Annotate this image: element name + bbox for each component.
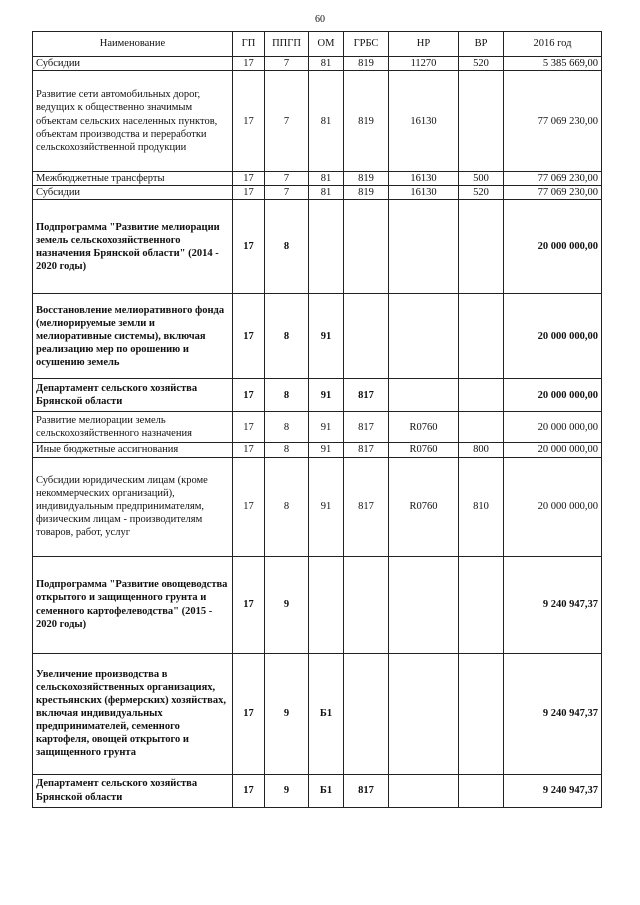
table-cell-amount: 20 000 000,00 [504, 457, 602, 556]
table-cell-ppgp: 9 [265, 774, 309, 807]
table-row [33, 412, 602, 443]
table-cell-gp: 17 [233, 774, 265, 807]
table-cell-om: 81 [309, 71, 344, 172]
table-cell-gp: 17 [233, 556, 265, 653]
table-cell-amount: 9 240 947,37 [504, 774, 602, 807]
table-row [33, 294, 602, 379]
table-cell-vr [459, 379, 504, 412]
table-cell-vr [459, 200, 504, 294]
table-cell-gp: 17 [233, 200, 265, 294]
table-cell-nr: 16130 [389, 71, 459, 172]
table-cell-om: 91 [309, 412, 344, 443]
table-cell-name: Подпрограмма "Развитие мелиорации земель сельскохозяйственного назначения Брянской области" (2014 - 2020 годы) [33, 200, 233, 294]
table-cell-ppgp: 8 [265, 200, 309, 294]
table-cell-om: 91 [309, 379, 344, 412]
table-cell-amount: 20 000 000,00 [504, 443, 602, 457]
table-cell-vr [459, 71, 504, 172]
column-header: ГРБС [344, 32, 389, 57]
table-cell-gp: 17 [233, 653, 265, 774]
table-cell-grbs [344, 556, 389, 653]
table-cell-name: Субсидии [33, 57, 233, 71]
table-cell-om: 91 [309, 443, 344, 457]
column-header: НР [389, 32, 459, 57]
budget-table [32, 31, 602, 808]
table-cell-nr [389, 556, 459, 653]
column-header: ГП [233, 32, 265, 57]
table-cell-om: 91 [309, 457, 344, 556]
table-cell-amount: 77 069 230,00 [504, 71, 602, 172]
table-cell-nr [389, 653, 459, 774]
table-row [33, 57, 602, 71]
table-cell-gp: 17 [233, 57, 265, 71]
table-row [33, 653, 602, 774]
table-cell-vr: 520 [459, 57, 504, 71]
table-cell-vr [459, 774, 504, 807]
table-cell-ppgp: 8 [265, 443, 309, 457]
table-cell-name: Департамент сельского хозяйства Брянской области [33, 774, 233, 807]
column-header: ВР [459, 32, 504, 57]
table-cell-vr: 520 [459, 186, 504, 200]
table-row [33, 71, 602, 172]
table-cell-om [309, 556, 344, 653]
table-cell-om: Б1 [309, 774, 344, 807]
table-cell-nr: R0760 [389, 443, 459, 457]
table-cell-grbs: 817 [344, 774, 389, 807]
table-cell-vr: 500 [459, 172, 504, 186]
table-cell-vr [459, 556, 504, 653]
table-cell-gp: 17 [233, 412, 265, 443]
table-cell-ppgp: 7 [265, 57, 309, 71]
table-cell-name: Восстановление мелиоративного фонда (мелиорируемые земли и мелиоративные системы), включая реализацию мер по орошению и осушению земель [33, 294, 233, 379]
table-cell-ppgp: 8 [265, 294, 309, 379]
table-cell-name: Развитие сети автомобильных дорог, ведущих к общественно значимым объектам сельских населенных пунктов, объектам производства и переработки сельскохозяйственной продукции [33, 71, 233, 172]
table-row [33, 556, 602, 653]
table-row [33, 443, 602, 457]
table-cell-grbs: 817 [344, 412, 389, 443]
table-cell-name: Департамент сельского хозяйства Брянской области [33, 379, 233, 412]
table-cell-grbs: 819 [344, 71, 389, 172]
table-cell-ppgp: 9 [265, 653, 309, 774]
header-row [33, 32, 602, 57]
table-cell-ppgp: 7 [265, 71, 309, 172]
table-cell-name: Развитие мелиорации земель сельскохозяйственного назначения [33, 412, 233, 443]
table-cell-amount: 20 000 000,00 [504, 294, 602, 379]
table-cell-name: Межбюджетные трансферты [33, 172, 233, 186]
table-cell-gp: 17 [233, 172, 265, 186]
table-cell-nr [389, 200, 459, 294]
table-cell-ppgp: 8 [265, 379, 309, 412]
table-cell-om: 91 [309, 294, 344, 379]
table-cell-grbs: 817 [344, 443, 389, 457]
table-row [33, 200, 602, 294]
table-cell-gp: 17 [233, 443, 265, 457]
table-cell-grbs [344, 200, 389, 294]
table-cell-vr [459, 294, 504, 379]
table-cell-amount: 20 000 000,00 [504, 200, 602, 294]
column-header: 2016 год [504, 32, 602, 57]
table-cell-name: Субсидии юридическим лицам (кроме некоммерческих организаций), индивидуальным предпринимателям, физическим лицам - производителям товаров, работ, услуг [33, 457, 233, 556]
table-cell-gp: 17 [233, 457, 265, 556]
table-row [33, 172, 602, 186]
table-cell-amount: 77 069 230,00 [504, 186, 602, 200]
table-cell-grbs [344, 294, 389, 379]
table-cell-name: Увеличение производства в сельскохозяйственных организациях, крестьянских (фермерских) хозяйствах, включая индивидуальных предпринимателей, семенного картофеля, овощей открытого и защищенного грунта [33, 653, 233, 774]
table-row [33, 379, 602, 412]
table-cell-grbs: 817 [344, 457, 389, 556]
table-cell-nr [389, 774, 459, 807]
table-cell-ppgp: 8 [265, 457, 309, 556]
table-row [33, 774, 602, 807]
table-cell-nr: R0760 [389, 412, 459, 443]
table-cell-vr [459, 412, 504, 443]
table-cell-amount: 5 385 669,00 [504, 57, 602, 71]
table-cell-om: 81 [309, 57, 344, 71]
table-cell-name: Подпрограмма "Развитие овощеводства открытого и защищенного грунта и семенного картофелеводства" (2015 - 2020 годы) [33, 556, 233, 653]
table-cell-om: Б1 [309, 653, 344, 774]
table-cell-ppgp: 9 [265, 556, 309, 653]
table-cell-amount: 20 000 000,00 [504, 379, 602, 412]
table-cell-grbs: 817 [344, 379, 389, 412]
table-cell-om: 81 [309, 186, 344, 200]
table-cell-nr [389, 379, 459, 412]
table-cell-om [309, 200, 344, 294]
table-cell-grbs [344, 653, 389, 774]
table-cell-vr: 800 [459, 443, 504, 457]
table-cell-name: Иные бюджетные ассигнования [33, 443, 233, 457]
table-cell-nr: 16130 [389, 172, 459, 186]
table-cell-vr: 810 [459, 457, 504, 556]
table-row [33, 186, 602, 200]
table-cell-amount: 77 069 230,00 [504, 172, 602, 186]
table-cell-nr: 11270 [389, 57, 459, 71]
table-cell-grbs: 819 [344, 172, 389, 186]
table-cell-gp: 17 [233, 186, 265, 200]
table-cell-om: 81 [309, 172, 344, 186]
table-cell-gp: 17 [233, 71, 265, 172]
table-cell-gp: 17 [233, 294, 265, 379]
table-cell-gp: 17 [233, 379, 265, 412]
column-header: Наименование [33, 32, 233, 57]
table-cell-amount: 20 000 000,00 [504, 412, 602, 443]
table-cell-name: Субсидии [33, 186, 233, 200]
table-cell-nr [389, 294, 459, 379]
table-cell-ppgp: 8 [265, 412, 309, 443]
column-header: ОМ [309, 32, 344, 57]
table-cell-amount: 9 240 947,37 [504, 556, 602, 653]
table-cell-ppgp: 7 [265, 186, 309, 200]
table-cell-grbs: 819 [344, 57, 389, 71]
table-cell-amount: 9 240 947,37 [504, 653, 602, 774]
table-cell-nr: R0760 [389, 457, 459, 556]
table-cell-grbs: 819 [344, 186, 389, 200]
table-row [33, 457, 602, 556]
column-header: ППГП [265, 32, 309, 57]
table-cell-vr [459, 653, 504, 774]
table-cell-ppgp: 7 [265, 172, 309, 186]
table-cell-nr: 16130 [389, 186, 459, 200]
page-number: 60 [315, 14, 325, 25]
